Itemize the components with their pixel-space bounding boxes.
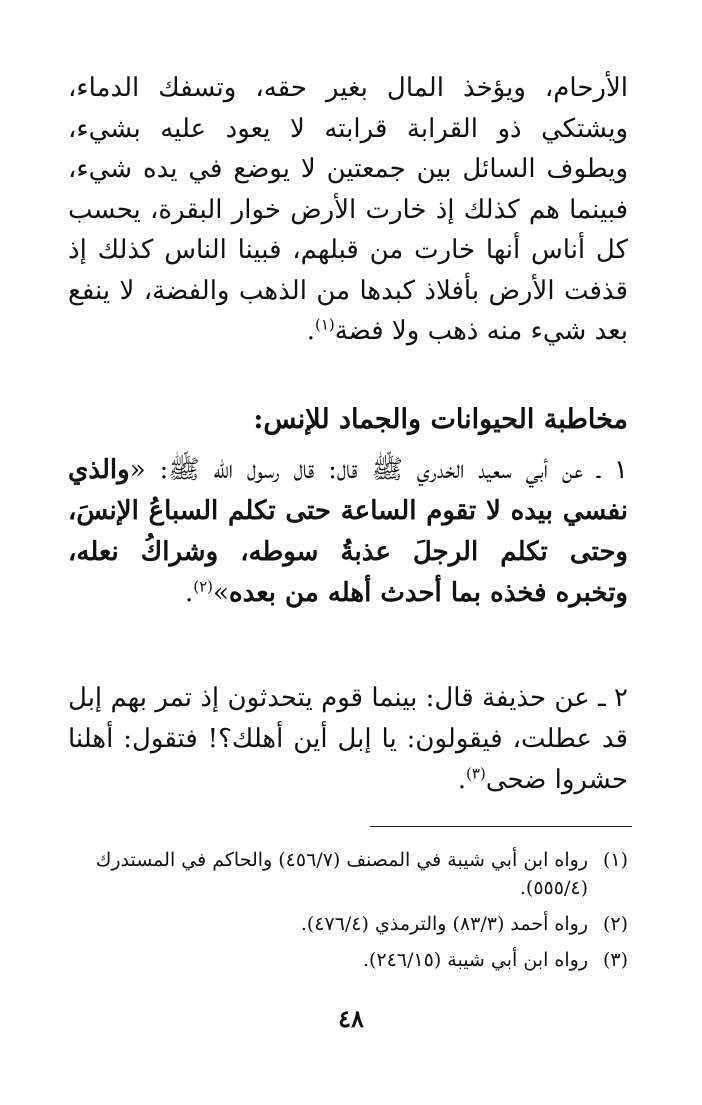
hadith-2-end: . [457,765,467,795]
hadith-1-close: » [213,578,229,608]
hadith-1-intro: ١ ـ عن أبي سعيد الخدري ﷺ قال: قال رسول الله ﷺ: « [129,455,628,485]
footnote-item [68,846,628,902]
footnote-item [68,946,628,974]
hadith-2 [68,678,628,801]
footnote-number: (٣) [602,949,628,971]
section-heading: مخاطبة الحيوانات والجماد للإنس: [253,404,628,435]
footnotes [68,846,628,982]
footnote-text: رواه ابن أبي شيبة (٢٤٦/١٥). [362,949,588,971]
footnote-number: (١) [602,849,628,871]
body-paragraph-end: . [306,316,315,346]
footnote-number: (٢) [602,913,628,935]
footnote-text: رواه ابن أبي شيبة في المصنف (٤٥٦/٧) والحاكم في المستدرك (٥٥٥/٤). [95,849,588,899]
footnote-divider [370,826,632,827]
hadith-1-quote: والذي نفسي بيده لا تقوم الساعة حتى تكلم السباعُ الإنسَ، وحتى تكلم الرجلَ عذبةُ سوطه، وشراكُ نعله، وتخبره فخذه بما أحدث أهله من بعده [68,455,628,608]
footnote-item [68,910,628,938]
hadith-1-end: . [184,578,194,608]
hadith-2-text: ٢ ـ عن حذيفة قال: بينما قوم يتحدثون إذ تمر بهم إبل قد عطلت، فيقولون: يا إبل أين أهلك؟! فتقول: أهلنا حشروا ضحى [68,683,628,795]
page-number: ٤٨ [338,1004,364,1033]
footnote-text: رواه أحمد (٨٣/٣) والترمذي (٤٧٦/٤). [300,913,588,935]
hadith-1 [68,450,628,614]
footnote-ref-1: (١) [314,315,335,334]
body-paragraph [68,68,628,352]
body-paragraph-text: الأرحام، ويؤخذ المال بغير حقه، وتسفك الدماء، ويشتكي ذو القرابة قرابته لا يعود عليه بشيء، ويطوف السائل بين جمعتين لا يوضع في يده شيء، فبينما هم كذلك إذ خارت الأرض خوار البقرة، يحسب كل أناس أنها خارت من قبلهم، فبينا الناس كذلك إذ قذفت الأرض بأفلاذ كبدها من الذهب والفضة، لا ينفع بعد شيء منه ذهب ولا فضة [68,73,628,346]
footnote-ref-3: (٣) [466,764,486,783]
footnote-ref-2: (٢) [193,577,214,596]
